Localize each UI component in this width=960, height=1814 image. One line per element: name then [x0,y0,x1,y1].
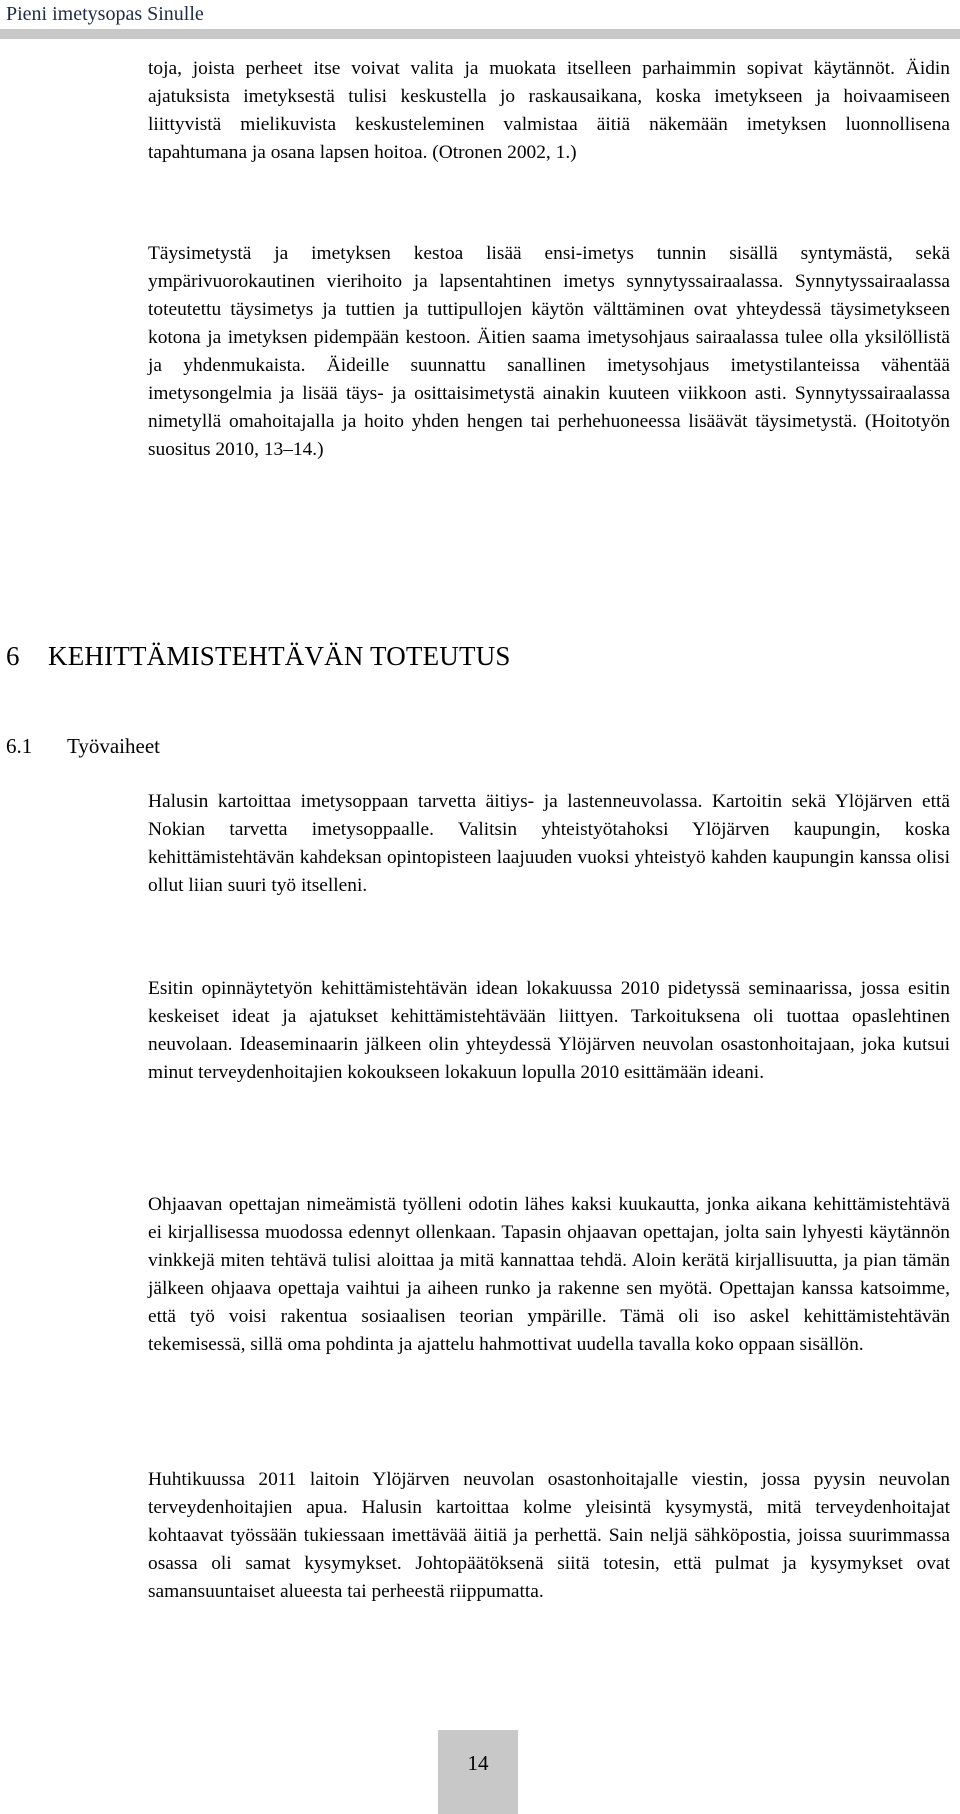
page-number-box [438,1730,518,1814]
paragraph-2: Täysimetystä ja imetyksen kestoa lisää ensi-imetys tunnin sisällä syntymästä, sekä ympärivuorokautinen vierihoito ja lapsentahtinen imetys synnytyssairaalassa. Synnytyssairaalassa toteutettu täysimetys ja tuttien ja tuttipullojen käytön välttäminen ovat yhteydessä täysimetykseen kotona ja imetyksen pidempään kestoon. Äitien saama imetysohjaus sairaalassa tulee olla yksilöllistä ja yhdenmukaista. Äideille suunnattu sanallinen imetysohjaus imetystilanteissa vähentää imetysongelmia ja lisää täys- ja osittaisimetystä ainakin kuuteen viikkoon asti. Synnytyssairaalassa nimetyllä omahoitajalla ja hoito yhden hengen tai perhehuoneessa lisäävät täysimetystä. (Hoitotyön suositus 2010, 13–14.) [148,243,950,460]
subsection-heading [6,731,160,761]
subsection-number: 6.1 [6,734,33,758]
paragraph-6: Huhtikuussa 2011 laitoin Ylöjärven neuvolan osastonhoitajalle viestin, jossa pyysin neuvolan terveydenhoitajien apua. Halusin kartoittaa kolme yleisintä kysymystä, mitä terveydenhoitajat kohtaavat työssään tukiessaan imettävää äitiä ja perhettä. Sain neljä sähköpostia, joissa suurimmassa osassa oli samat kysymykset. Johtopäätöksenä siitä totesin, että pulmat ja kysymykset ovat samansuuntaiset alueesta tai perheestä riippumatta. [148,1469,950,1602]
section-number: 6 [6,641,20,671]
paragraph-3: Halusin kartoittaa imetysoppaan tarvetta äitiys- ja lastenneuvolassa. Kartoitin sekä Ylöjärven että Nokian tarvetta imetysoppaalle. Valitsin yhteistyötahoksi Ylöjärven kaupungin, koska kehittämistehtävän kahdeksan opintopisteen laajuuden vuoksi yhteistyö kahden kaupungin kanssa olisi ollut liian suuri työ itselleni. [148,791,950,896]
paragraph-4: Esitin opinnäytetyön kehittämistehtävän idean lokakuussa 2010 pidetyssä seminaarissa, jossa esitin keskeiset ideat ja ajatukset kehittämistehtävään liittyen. Tarkoituksena oli tuottaa opaslehtinen neuvolaan. Ideaseminaarin jälkeen olin yhteydessä Ylöjärven neuvolan osastonhoitajaan, joka kutsui minut terveydenhoitajien kokoukseen lokakuun lopulla 2010 esittämään ideani. [148,978,950,1083]
page-header [0,0,960,30]
running-title: Pieni imetysopas Sinulle [6,3,204,25]
subsection-title: Työvaiheet [67,734,160,758]
section-heading [6,636,511,676]
header-rule [0,29,960,39]
paragraph-5: Ohjaavan opettajan nimeämistä työlleni odotin lähes kaksi kuukautta, jonka aikana kehittämistehtävä ei kirjallisessa muodossa edennyt ollenkaan. Tapasin ohjaavan opettajan, jolta sain lyhyesti käytännön vinkkejä miten tehtävä tulisi aloittaa ja mitä kannattaa tehdä. Aloin kerätä kirjallisuutta, ja pian tämän jälkeen ohjaava opettaja vaihtui ja aiheen runko ja rakenne sen myötä. Opettajan kanssa katsoimme, että työ voisi rakentua sosiaalisen teorian ympärille. Tämä oli iso askel kehittämistehtävän tekemisessä, sillä oma pohdinta ja ajattelu hahmottivat uudella tavalla koko oppaan sisällön. [148,1194,950,1355]
paragraph-1: toja, joista perheet itse voivat valita ja muokata itselleen parhaimmin sopivat käytännöt. Äidin ajatuksista imetyksestä tulisi keskustella jo raskausaikana, koska imetykseen ja hoivaamiseen liittyvistä mielikuvista keskusteleminen valmistaa äitiä näkemään imetyksen luonnollisena tapahtumana ja osana lapsen hoitoa. (Otronen 2002, 1.) [148,58,950,163]
page-number: 14 [467,1751,489,1775]
section-title: KEHITTÄMISTEHTÄVÄN TOTEUTUS [48,641,511,671]
